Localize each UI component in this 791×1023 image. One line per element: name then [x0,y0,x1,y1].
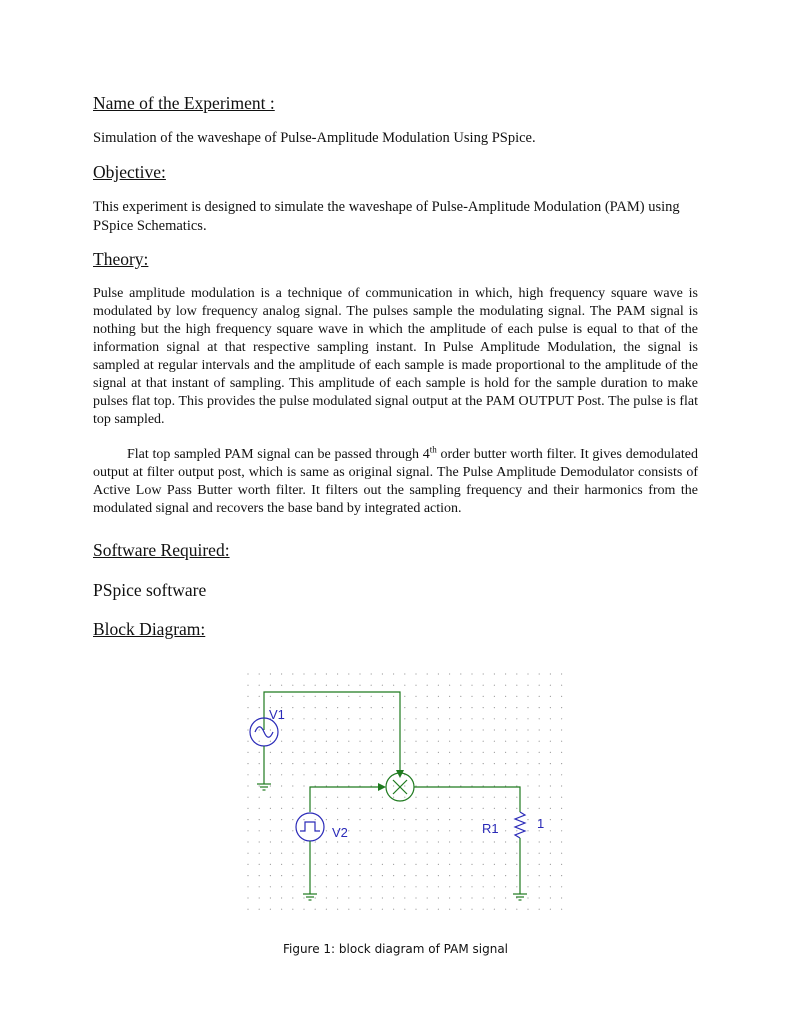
r1-value: 1 [537,816,545,831]
v1-source [250,692,404,784]
ground-r1-icon [513,894,527,900]
r1-resistor [414,787,525,894]
theory-paragraph-2 [93,446,698,518]
document-body [93,92,698,640]
ground-v2-icon [303,894,317,900]
ground-v1-icon [257,784,271,790]
experiment-name-text: Simulation of the waveshape of Pulse-Amplitude Modulation Using PSpice. [93,130,536,146]
theory-paragraph-1: Pulse amplitude modulation is a technique of communication in which, high frequency square wave is modulated by low frequency analog signal. The pulses sample the modulating signal. The PAM signal is nothing but the high frequency square wave in which the amplitude of each pulse is equal to that of the information signal at that respective sampling instant. In Pulse Amplitude Modulation, the signal is sampled at regular intervals and the amplitude of each sample is made proportional to the amplitude of the signal at that instant of sampling. This amplitude of each sample is hold for the sample duration to make pulses flat top. This provides the pulse modulated signal output at the PAM OUTPUT Post. The pulse is flat top sampled. [93,286,698,427]
software-text: PSpice software [93,580,207,600]
heading-experiment-name: Name of the Experiment : [93,93,275,113]
heading-theory: Theory: [93,249,149,269]
heading-block-diagram: Block Diagram: [93,619,206,639]
objective-text: This experiment is designed to simulate the waveshape of Pulse-Amplitude Modulation (PAM) using PSpice Schematics. [93,199,680,234]
theory-paragraph-2-end: order butter worth filter. It gives demodulated output at filter output post, which is same as original signal. The Pulse Amplitude Demodulator consists of Active Low Pass Butter worth filter. It filters out the sampling frequency and their harmonics from the modulated signal and recovers the base band by integrated action. [93,447,698,516]
theory-paragraph-2-start: Flat top sampled PAM signal can be passed through 4 [127,447,430,462]
block-diagram [244,670,570,925]
v2-label: V2 [332,825,348,840]
v1-label: V1 [269,707,285,722]
heading-software-required: Software Required: [93,540,230,560]
theory-paragraph-2-superscript: th [429,444,437,455]
figure-caption: Figure 1: block diagram of PAM signal [282,942,509,956]
r1-label: R1 [482,821,499,836]
heading-objective: Objective: [93,162,166,182]
